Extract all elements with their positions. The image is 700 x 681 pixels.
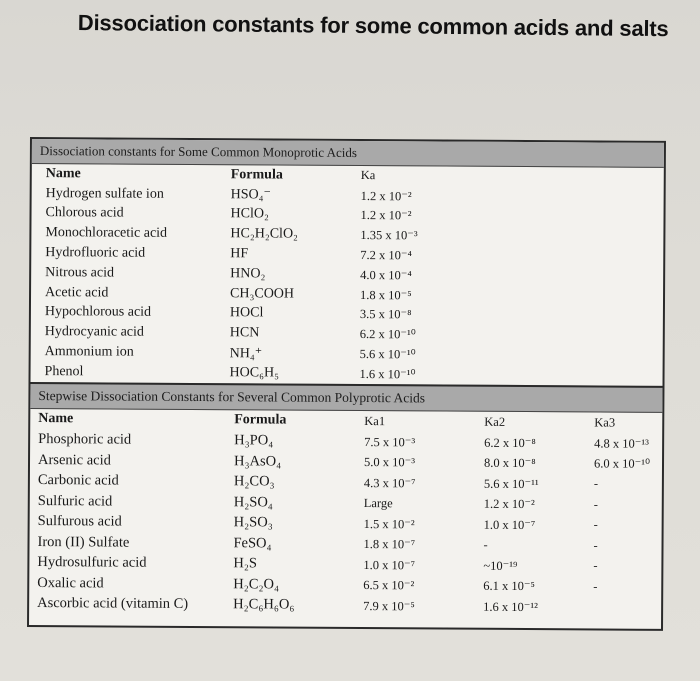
ka1-value: 7.5 x 10⁻³ <box>364 434 416 449</box>
column-header-ka3: Ka3 <box>594 414 616 430</box>
dissociation-table <box>27 137 666 631</box>
ka-value: 1.2 x 10⁻² <box>360 188 412 204</box>
acid-name: Phenol <box>44 363 84 380</box>
polyprotic-section-header: Stepwise Dissociation Constants for Several Common Polyprotic Acids <box>30 382 662 413</box>
acid-formula: HNO₂ <box>230 266 266 282</box>
acid-name: Hypochlorous acid <box>44 304 152 321</box>
ka3-value: - <box>593 517 598 532</box>
acid-formula: H₂CO₃ <box>233 473 275 490</box>
ka1-value: 7.9 x 10⁻⁵ <box>363 598 415 613</box>
ka-value: 1.2 x 10⁻² <box>360 208 412 223</box>
acid-formula: H₂SO₄ <box>233 493 273 511</box>
ka-value: 1.35 x 10⁻³ <box>360 228 418 243</box>
polyprotic-table <box>29 409 662 618</box>
ka2-value: 6.1 x 10⁻⁵ <box>483 578 535 594</box>
ka-value: 3.5 x 10⁻⁸ <box>359 307 412 322</box>
acid-formula: HOCl <box>229 305 264 321</box>
table-row <box>29 593 661 617</box>
ka2-value: - <box>483 537 488 552</box>
acid-formula: H₃AsO₄ <box>233 452 282 470</box>
ka-value: 6.2 x 10⁻¹⁰ <box>359 327 416 342</box>
ka1-value: 6.5 x 10⁻² <box>363 578 415 593</box>
column-header-name: Name <box>38 411 74 427</box>
column-header-ka1: Ka1 <box>364 413 386 428</box>
ka1-value: 1.8 x 10⁻⁷ <box>363 537 416 552</box>
acid-name: Nitrous acid <box>45 264 115 281</box>
column-header-ka2: Ka2 <box>484 414 506 429</box>
acid-formula: HOC₆H₅ <box>229 365 280 381</box>
acid-name: Phosphoric acid <box>38 431 132 448</box>
acid-formula: HClO₂ <box>230 206 269 222</box>
acid-name: Hydrocyanic acid <box>44 324 144 340</box>
acid-name: Oxalic acid <box>37 574 104 591</box>
monoprotic-table <box>31 164 664 386</box>
ka3-value: - <box>593 476 599 491</box>
acid-formula: HF <box>230 246 249 262</box>
ka2-value: 1.6 x 10⁻¹² <box>483 599 538 614</box>
acid-name: Carbonic acid <box>37 472 119 489</box>
ka1-value: Large <box>363 495 393 510</box>
acid-formula: H₂C₂O₄ <box>233 575 280 593</box>
acid-name: Chlorous acid <box>45 205 124 222</box>
ka2-value: 6.2 x 10⁻⁸ <box>484 435 536 450</box>
page-title: Dissociation constants for some common acids and salts <box>77 10 669 42</box>
acid-formula: H₂S <box>233 555 258 572</box>
acid-name: Monochloracetic acid <box>45 225 168 242</box>
ka3-value: - <box>593 496 598 511</box>
acid-name: Hydrosulfuric acid <box>37 554 147 571</box>
ka-value: 4.0 x 10⁻⁴ <box>360 267 412 283</box>
ka2-value: 1.0 x 10⁻⁷ <box>483 517 536 532</box>
acid-name: Hydrogen sulfate ion <box>45 185 164 202</box>
ka-value: 1.6 x 10⁻¹⁰ <box>359 366 416 382</box>
ka3-value: 6.0 x 10⁻¹⁰ <box>593 456 651 471</box>
ka3-value: - <box>593 537 598 552</box>
acid-formula: H₃PO₄ <box>234 432 274 449</box>
column-header-ka: Ka <box>360 168 376 183</box>
ka1-value: 1.5 x 10⁻² <box>363 516 415 531</box>
ka1-value: 1.0 x 10⁻⁷ <box>363 557 416 572</box>
ka2-value: ~10⁻¹⁹ <box>483 558 518 573</box>
acid-formula: HC₂H₂ClO₂ <box>230 226 299 242</box>
ka2-value: 5.6 x 10⁻¹¹ <box>483 476 539 491</box>
acid-name: Ascorbic acid (vitamin C) <box>37 595 189 612</box>
acid-name: Iron (II) Sulfate <box>37 533 130 551</box>
column-header-formula: Formula <box>230 167 283 183</box>
ka3-value: 4.8 x 10⁻¹³ <box>594 435 649 451</box>
acid-name: Hydrofluoric acid <box>45 245 146 261</box>
ka3-value: - <box>593 558 598 573</box>
acid-name: Acetic acid <box>45 284 109 301</box>
acid-formula: HCN <box>229 325 260 341</box>
acid-formula: NH₄⁺ <box>229 345 263 361</box>
acid-formula: HSO₄⁻ <box>230 187 271 203</box>
ka-value: 5.6 x 10⁻¹⁰ <box>359 347 416 362</box>
ka3-value: - <box>593 578 598 593</box>
acid-name: Sulfurous acid <box>37 513 122 530</box>
ka2-value: 8.0 x 10⁻⁸ <box>483 455 536 471</box>
ka-value: 1.8 x 10⁻⁵ <box>360 287 412 303</box>
column-header-name: Name <box>45 165 81 182</box>
monoprotic-section-header: Dissociation constants for Some Common Monoprotic Acids <box>32 139 664 168</box>
ka-value: 7.2 x 10⁻⁴ <box>360 248 412 263</box>
acid-name: Ammonium ion <box>44 344 134 360</box>
acid-formula: H₂C₆H₆O₆ <box>233 596 295 613</box>
ka3-value <box>593 597 661 618</box>
ka1-value: 5.0 x 10⁻³ <box>363 455 416 470</box>
acid-formula: FeSO₄ <box>233 534 272 551</box>
column-header-formula: Formula <box>234 412 287 428</box>
acid-formula: H₂SO₃ <box>233 514 273 531</box>
acid-formula: CH₃COOH <box>230 285 295 302</box>
acid-name: Sulfuric acid <box>37 492 113 510</box>
ka2-value: 1.2 x 10⁻² <box>483 496 535 512</box>
ka1-value: 4.3 x 10⁻⁷ <box>363 475 416 490</box>
acid-name: Arsenic acid <box>37 451 111 469</box>
